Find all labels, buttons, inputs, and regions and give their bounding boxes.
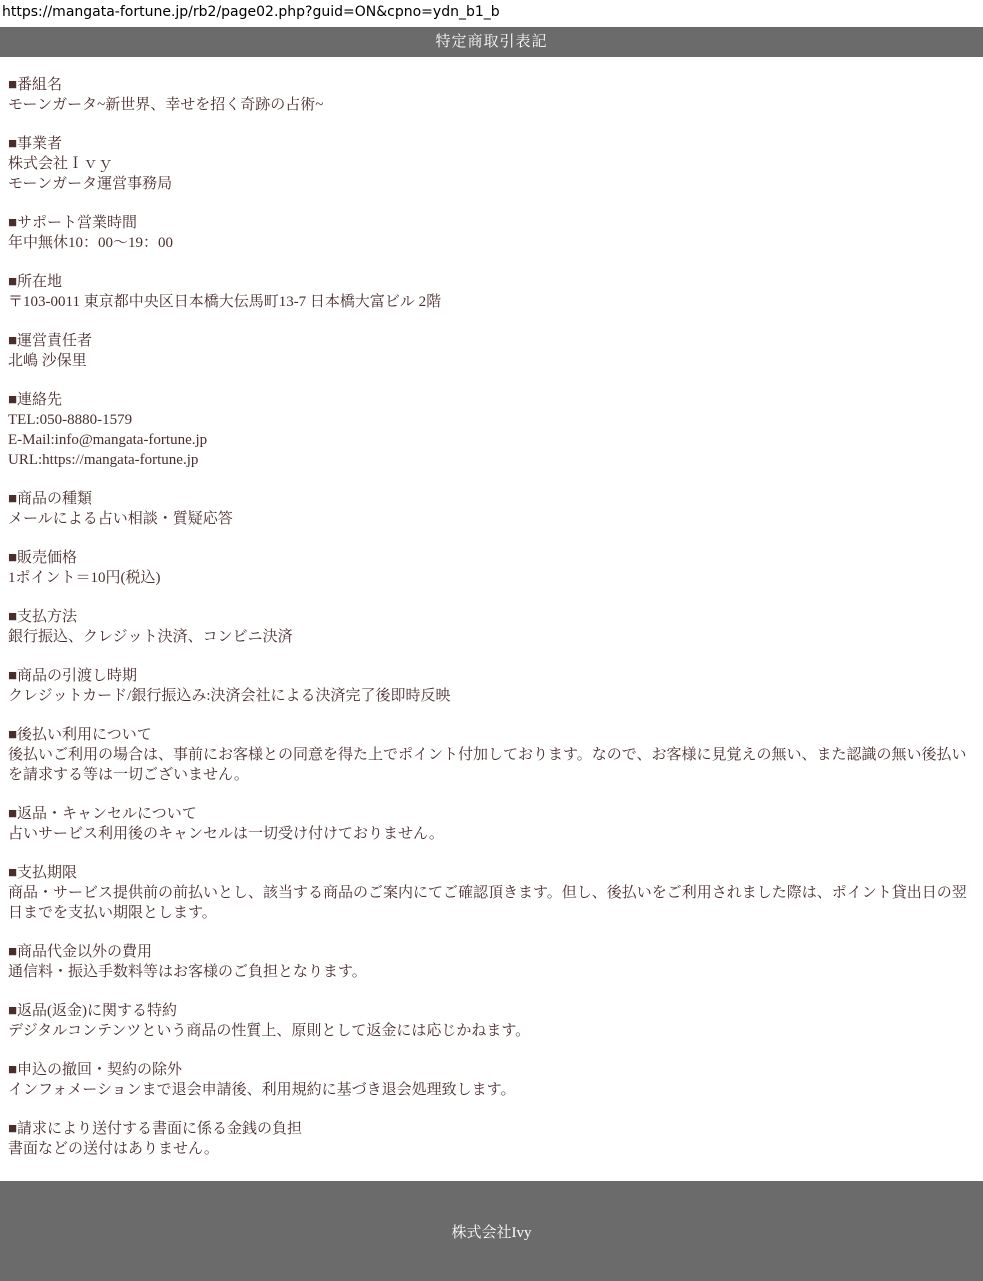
section-line: 占いサービス利用後のキャンセルは一切受け付けておりません。 [8, 826, 444, 842]
section [8, 134, 975, 194]
section-line: インフォメーションまで退会申請後、利用規約に基づき退会処理致します。 [8, 1082, 516, 1098]
section-heading: ■支払期限 [8, 865, 78, 881]
section [8, 942, 975, 982]
legal-notice-content [0, 57, 983, 1181]
section-line: 書面などの送付はありません。 [8, 1141, 219, 1157]
section-line: TEL:050-8880-1579 [8, 412, 133, 428]
section-line: 1ポイント＝10円(税込) [8, 570, 161, 586]
section-heading: ■支払方法 [8, 609, 78, 625]
section-heading: ■商品の引渡し時期 [8, 668, 138, 684]
section-line: E-Mail:info@mangata-fortune.jp [8, 432, 208, 448]
section-heading: ■事業者 [8, 136, 63, 152]
section-line: 年中無休10：00～19：00 [8, 235, 174, 251]
page-title: 特定商取引表記 [435, 34, 548, 50]
section-heading: ■商品代金以外の費用 [8, 944, 153, 960]
section-line: メールによる占い相談・質疑応答 [8, 511, 233, 527]
section [8, 390, 975, 470]
section-line: URL:https://mangata-fortune.jp [8, 452, 199, 468]
section-line: 後払いご利用の場合は、事前にお客様との同意を得た上でポイント付加しております。なので、お客様に見覚えの無い、また認識の無い後払いを請求する等は一切ございません。 [8, 747, 967, 783]
section-line: 株式会社Ｉｖｙ [8, 156, 114, 172]
section-heading: ■申込の撤回・契約の除外 [8, 1062, 183, 1078]
section [8, 863, 975, 923]
section [8, 1001, 975, 1041]
section-heading: ■サポート営業時間 [8, 215, 138, 231]
footer-company-name: 株式会社Ivy [451, 1224, 532, 1241]
section [8, 725, 975, 785]
section-line: 銀行振込、クレジット決済、コンビニ決済 [8, 629, 293, 645]
section [8, 331, 975, 371]
section-heading: ■返品(返金)に関する特約 [8, 1003, 178, 1019]
section-line: デジタルコンテンツという商品の性質上、原則として返金には応じかねます。 [8, 1023, 531, 1039]
section-heading: ■番組名 [8, 77, 63, 93]
section-heading: ■所在地 [8, 274, 63, 290]
section-line: モーンガータ~新世界、幸せを招く奇跡の占術~ [8, 97, 324, 113]
section [8, 1060, 975, 1100]
section [8, 1119, 975, 1159]
section-heading: ■連絡先 [8, 392, 63, 408]
section-line: モーンガータ運営事務局 [8, 176, 173, 192]
section-line: 通信料・振込手数料等はお客様のご負担となります。 [8, 964, 367, 980]
section [8, 804, 975, 844]
footer-bar [0, 1181, 983, 1281]
section [8, 548, 975, 588]
section [8, 75, 975, 115]
section-heading: ■商品の種類 [8, 491, 93, 507]
page-header-bar [0, 27, 983, 57]
section-heading: ■返品・キャンセルについて [8, 806, 197, 822]
section-line: 商品・サービス提供前の前払いとし、該当する商品のご案内にてご確認頂きます。但し、後払いをご利用されました際は、ポイント貸出日の翌日までを支払い期限とします。 [8, 885, 967, 921]
section [8, 666, 975, 706]
section-heading: ■運営責任者 [8, 333, 93, 349]
section-line: クレジットカード/銀行振込み:決済会社による決済完了後即時反映 [8, 688, 451, 704]
section [8, 607, 975, 647]
section [8, 272, 975, 312]
section-line: 〒103-0011 東京都中央区日本橋大伝馬町13-7 日本橋大富ビル 2階 [8, 294, 442, 310]
section-heading: ■販売価格 [8, 550, 78, 566]
section-heading: ■請求により送付する書面に係る金銭の負担 [8, 1121, 303, 1137]
page-url-text: https://mangata-fortune.jp/rb2/page02.php?guid=ON&cpno=ydn_b1_b [2, 4, 500, 20]
section [8, 213, 975, 253]
section [8, 489, 975, 529]
section-heading: ■後払い利用について [8, 727, 152, 743]
section-line: 北嶋 沙保里 [8, 353, 87, 369]
